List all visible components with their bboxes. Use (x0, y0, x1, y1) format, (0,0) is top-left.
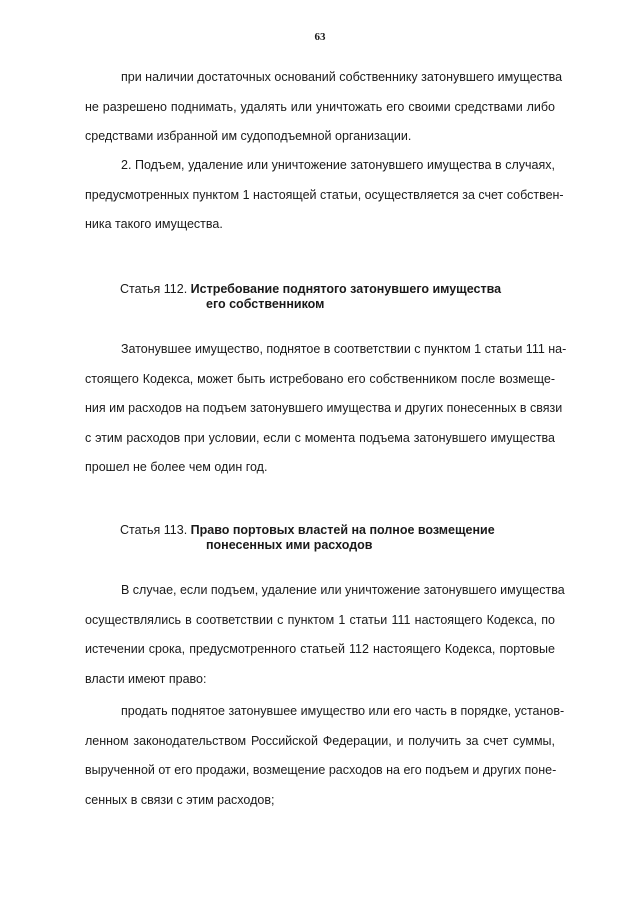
paragraph-4 (85, 576, 565, 694)
article-title-continuation: его собственником (206, 297, 325, 311)
paragraph-3 (85, 335, 567, 483)
article-number: Статья 112. (120, 282, 188, 296)
article-113-heading (120, 523, 495, 553)
text-line: ника такого имущества. (85, 217, 223, 231)
text-line: ния им расходов на подъем затонувшего имущества и других понесенных в связи (85, 401, 563, 415)
text-line: стоящего Кодекса, может быть истребовано его собственником после возмеще- (85, 371, 555, 386)
text-line: вырученной от его продажи, возмещение расходов на его подъем и других поне- (85, 763, 557, 777)
article-112-heading (120, 282, 501, 312)
article-title: Истребование поднятого затонувшего имущества (190, 282, 502, 296)
text-line: с этим расходов при условии, если с момента подъема затонувшего имущества (85, 430, 555, 445)
paragraph-1 (85, 63, 563, 152)
text-line: прошел не более чем один год. (85, 460, 268, 474)
text-line: ленном законодательством Российской Федерации, и получить за счет суммы, (85, 733, 555, 748)
page-number: 63 (314, 31, 326, 43)
text-line: 2. Подъем, удаление или уничтожение затонувшего имущества в случаях, (121, 158, 555, 172)
text-line: при наличии достаточных оснований собственнику затонувшего имущества (121, 70, 563, 84)
text-line: сенных в связи с этим расходов; (85, 792, 275, 807)
text-line: истечении срока, предусмотренного статьей 112 настоящего Кодекса, портовые (85, 642, 555, 656)
text-line: средствами избранной им судоподъемной организации. (85, 129, 412, 143)
article-number: Статья 113. (120, 523, 188, 537)
text-line: В случае, если подъем, удаление или уничтожение затонувшего имущества (121, 583, 565, 597)
text-line: Затонувшее имущество, поднятое в соответствии с пунктом 1 статьи 111 на- (121, 342, 567, 356)
text-line: не разрешено поднимать, удалять или уничтожать его своими средствами либо (85, 99, 555, 114)
paragraph-5 (85, 697, 565, 815)
text-line: продать поднятое затонувшее имущество или его часть в порядке, установ- (121, 704, 565, 718)
article-title: Право портовых властей на полное возмещение (190, 523, 495, 537)
text-line: осуществлялись в соответствии с пунктом 1 статьи 111 настоящего Кодекса, по (85, 612, 555, 627)
article-title-continuation: понесенных ими расходов (206, 538, 373, 552)
paragraph-2 (85, 151, 564, 240)
text-line: власти имеют право: (85, 671, 207, 686)
text-line: предусмотренных пунктом 1 настоящей статьи, осуществляется за счет собствен- (85, 187, 564, 202)
